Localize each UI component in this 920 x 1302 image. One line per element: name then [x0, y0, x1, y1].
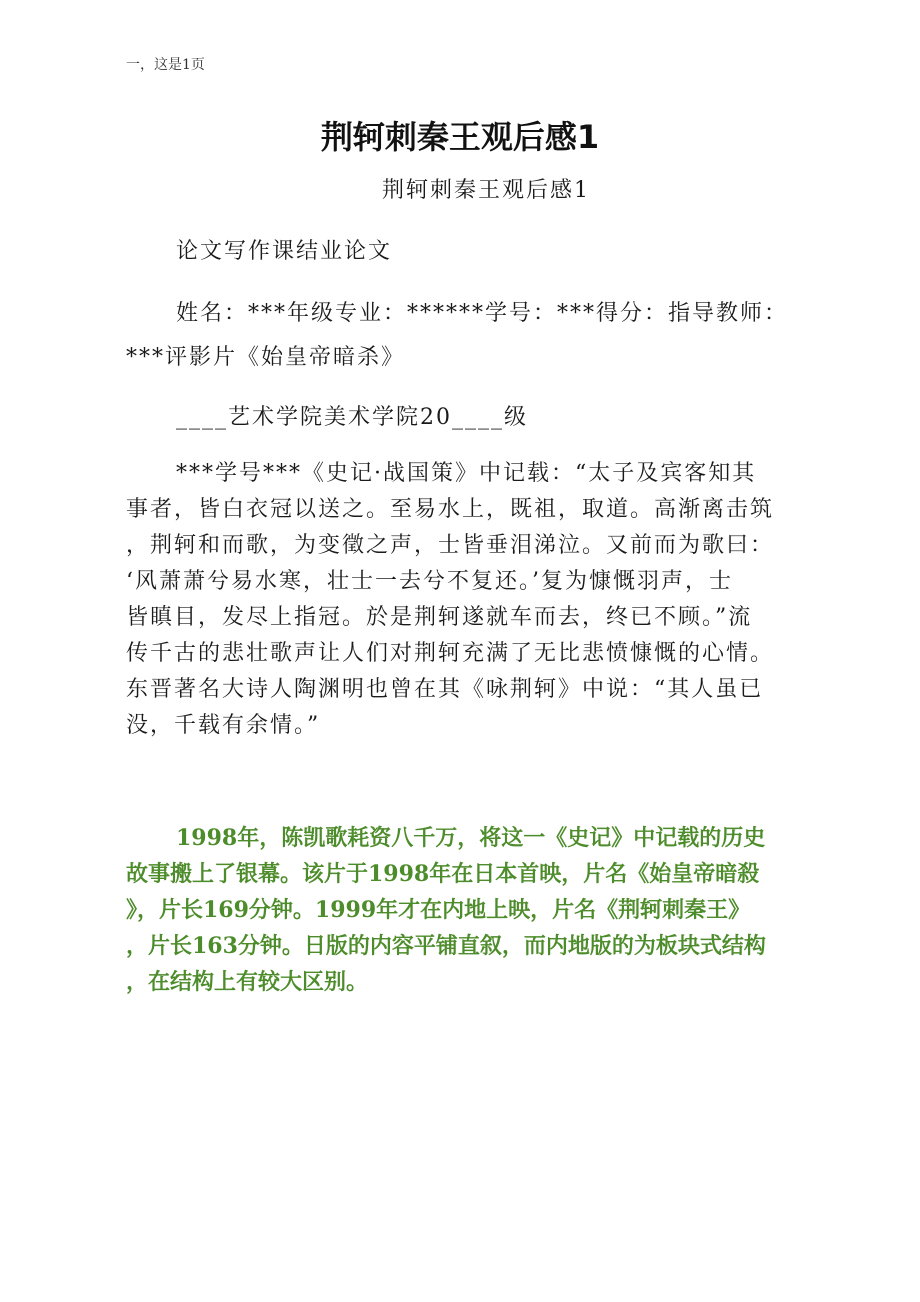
body-line: ***学号***《史记·战国策》中记载：“太子及宾客知其 — [176, 461, 757, 486]
highlighted-paragraph — [126, 820, 806, 1000]
document-title: 荆轲刺秦王观后感1 — [320, 118, 600, 156]
body-line: 传千古的悲壮歌声让人们对荆轲充满了无比悲愤慷慨的心情。 — [126, 641, 775, 666]
body-line: 没，千载有余情。” — [126, 713, 321, 738]
highlighted-line: 》，片长169分钟。1999年才在内地上映，片名《荆轲刺秦王》 — [126, 897, 751, 923]
page-header-label: 一，这是1页 — [126, 57, 205, 73]
highlighted-line: 故事搬上了银幕。该片于1998年在日本首映，片名《始皇帝暗殺 — [126, 861, 760, 887]
highlighted-line: ，片长163分钟。日版的内容平铺直叙，而内地版的为板块式结构 — [126, 933, 766, 959]
highlighted-line: 1998年，陈凯歌耗资八千万，将这一《史记》中记载的历史 — [176, 825, 766, 851]
body-line: 东晋著名大诗人陶渊明也曾在其《咏荆轲》中说：“其人虽已 — [126, 677, 764, 702]
body-line: 事者，皆白衣冠以送之。至易水上，既祖，取道。高渐离击筑 — [126, 497, 775, 522]
body-line: ‘风萧萧兮易水寒，壮士一去兮不复还。’复为慷慨羽声，士 — [126, 569, 733, 594]
college-line: ____艺术学院美术学院20____级 — [176, 405, 528, 430]
highlighted-line: ，在结构上有较大区别。 — [126, 969, 369, 995]
document-subtitle: 荆轲刺秦王观后感1 — [382, 178, 590, 203]
body-line: ，荆轲和而歌，为变徵之声，士皆垂泪涕泣。又前而为歌曰： — [126, 533, 775, 558]
course-line: 论文写作课结业论文 — [176, 239, 393, 264]
body-paragraph — [126, 456, 796, 744]
author-info-line: 姓名：***年级专业：******学号：***得分：指导教师： — [176, 301, 789, 326]
body-line: 皆瞋目，发尽上指冠。於是荆轲遂就车而去，终已不顾。”流 — [126, 605, 753, 630]
film-review-line: ***评影片《始皇帝暗杀》 — [126, 345, 406, 370]
